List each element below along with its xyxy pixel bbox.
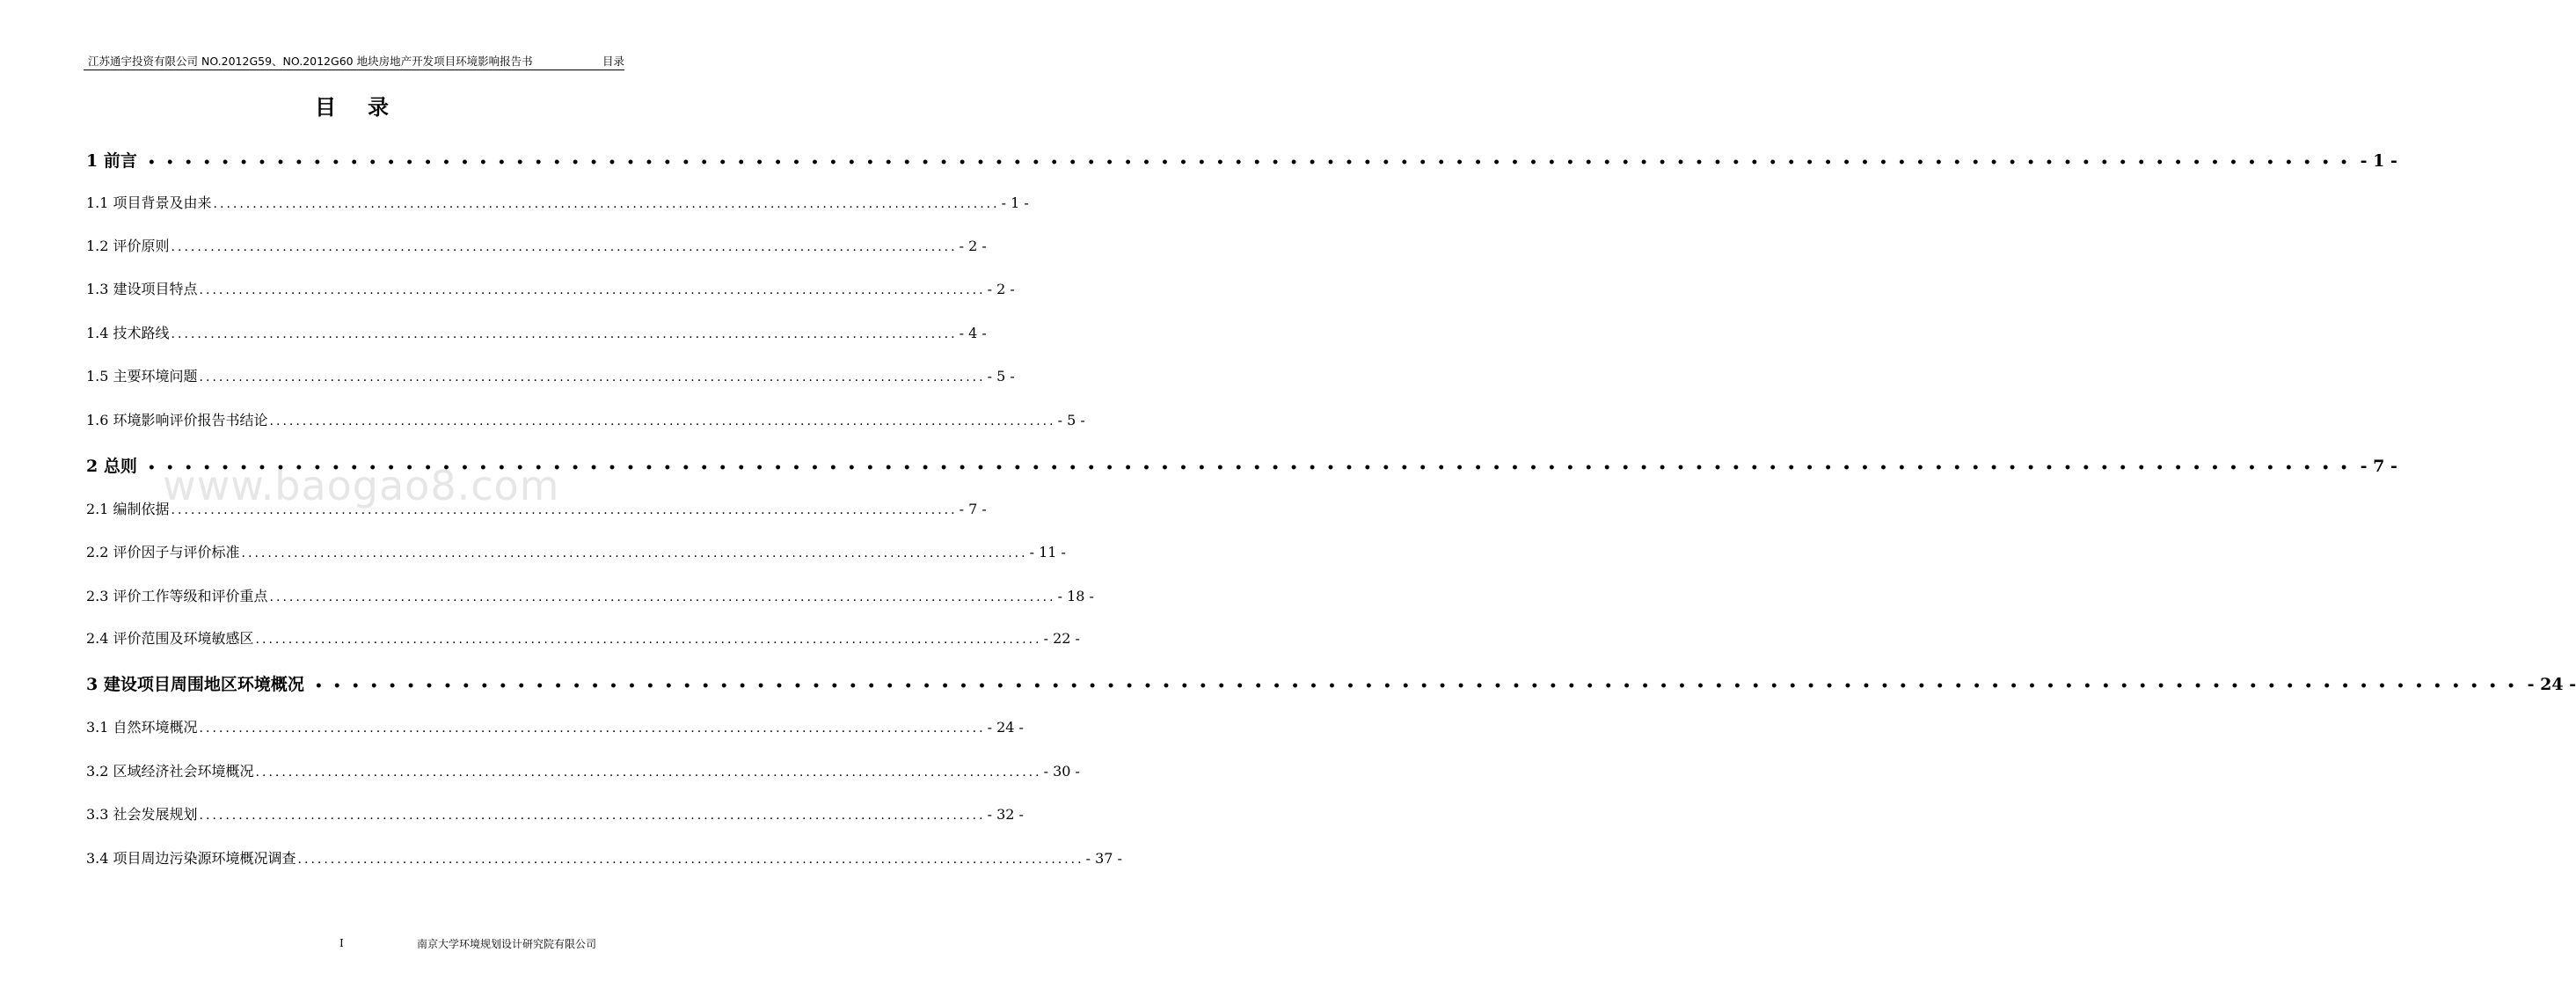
toc-entry-label: 3.3 社会发展规划 — [86, 806, 198, 823]
toc-leader-dots: ........................................................................................................................ — [199, 370, 986, 384]
toc-entry-page: - 5 - — [1057, 412, 1085, 428]
toc-leader-dots: •••••••••••••••••••••••••••••••••••••••••••••••••••••••••••••••••••••••••••••••••••••••••••••••••••••••••••••••••••••••• — [147, 156, 2359, 170]
running-header — [84, 52, 624, 70]
toc-entry-label: 1.3 建设项目特点 — [86, 281, 198, 297]
toc-section-entry[interactable] — [86, 278, 1015, 298]
toc-leader-dots: ........................................................................................................................ — [255, 633, 1042, 647]
toc-section-entry[interactable] — [86, 192, 1029, 212]
toc-entry-page: - 22 - — [1043, 630, 1080, 647]
toc-leader-dots: ........................................................................................................................ — [171, 240, 958, 254]
toc-entry-label: 1 前言 — [86, 151, 137, 171]
toc-leader-dots: •••••••••••••••••••••••••••••••••••••••••••••••••••••••••••••••••••••••••••••••••••••••••••••••••••••••••••••••••••••••• — [314, 679, 2526, 693]
toc-entry-page: - 4 - — [959, 325, 987, 341]
toc-entry-label: 3.1 自然环境概况 — [86, 719, 198, 736]
toc-section-entry[interactable] — [86, 365, 1015, 385]
header-document-title: 江苏通宇投资有限公司 NO.2012G59、NO.2012G60 地块房地产开发项目环境影响报告书 — [88, 55, 533, 68]
toc-entry-page: - 18 - — [1057, 588, 1094, 604]
toc-entry-page: - 2 - — [959, 238, 987, 254]
toc-entry-label: 2 总则 — [86, 457, 137, 476]
toc-leader-dots: ........................................................................................................................ — [269, 590, 1056, 604]
toc-chapter-entry[interactable] — [86, 671, 2576, 695]
toc-entry-label: 3.2 区域经济社会环境概况 — [86, 763, 254, 780]
toc-section-entry[interactable] — [86, 585, 1094, 605]
toc-section-entry[interactable] — [86, 235, 987, 255]
toc-section-entry[interactable] — [86, 803, 1024, 824]
toc-section-entry[interactable] — [86, 627, 1080, 648]
footer-organization: 南京大学环境规划设计研究院有限公司 — [416, 938, 596, 950]
toc-section-entry[interactable] — [86, 409, 1085, 429]
toc-entry-page: - 24 - — [2527, 675, 2576, 694]
toc-entry-label: 3 建设项目周围地区环境概况 — [86, 675, 304, 694]
toc-section-entry[interactable] — [86, 716, 1024, 736]
toc-entry-page: - 24 - — [987, 719, 1024, 736]
toc-leader-dots: ........................................................................................................................ — [199, 721, 986, 736]
toc-entry-label: 1.5 主要环境问题 — [86, 368, 198, 384]
toc-entry-label: 2.2 评价因子与评价标准 — [86, 544, 240, 560]
toc-leader-dots: ........................................................................................................................ — [241, 546, 1028, 560]
toc-leader-dots: ........................................................................................................................ — [269, 414, 1056, 428]
toc-entry-label: 1.1 项目背景及由来 — [86, 194, 212, 211]
toc-entry-page: - 5 - — [987, 368, 1015, 384]
watermark: www.baogao8.com — [163, 462, 560, 509]
header-section-name: 目录 — [602, 55, 624, 68]
toc-leader-dots: ........................................................................................................................ — [199, 283, 986, 297]
toc-entry-label: 1.4 技术路线 — [86, 325, 170, 341]
toc-entry-page: - 7 - — [2360, 457, 2397, 476]
toc-leader-dots: ........................................................................................................................ — [297, 853, 1084, 867]
toc-leader-dots: ........................................................................................................................ — [171, 503, 958, 517]
toc-entry-label: 2.1 编制依据 — [86, 501, 170, 517]
toc-leader-dots: ........................................................................................................................ — [199, 809, 986, 823]
toc-entry-page: - 32 - — [987, 806, 1024, 823]
toc-section-entry[interactable] — [86, 847, 1122, 868]
toc-leader-dots: ........................................................................................................................ — [213, 197, 1000, 211]
toc-entry-page: - 11 - — [1029, 544, 1066, 560]
toc-entry-label: 1.6 环境影响评价报告书结论 — [86, 412, 268, 428]
toc-section-entry[interactable] — [86, 541, 1066, 561]
toc-section-entry[interactable] — [86, 760, 1080, 780]
toc-entry-label: 2.3 评价工作等级和评价重点 — [86, 588, 268, 604]
toc-entry-label: 2.4 评价范围及环境敏感区 — [86, 630, 254, 647]
toc-entry-page: - 37 - — [1085, 850, 1122, 867]
toc-entry-page: - 1 - — [1001, 194, 1029, 211]
footer-page-number: I — [339, 937, 344, 949]
toc-chapter-entry[interactable] — [86, 148, 2397, 172]
toc-section-entry[interactable] — [86, 498, 987, 518]
toc-section-entry[interactable] — [86, 322, 987, 342]
page-title: 目录 — [315, 94, 420, 120]
toc-leader-dots: •••••••••••••••••••••••••••••••••••••••••••••••••••••••••••••••••••••••••••••••••••••••••••••••••••••••••••••••••••••••• — [147, 461, 2359, 475]
toc-entry-page: - 2 - — [987, 281, 1015, 297]
toc-entry-page: - 30 - — [1043, 763, 1080, 780]
toc-entry-page: - 7 - — [959, 501, 987, 517]
toc-leader-dots: ........................................................................................................................ — [255, 765, 1042, 780]
toc-chapter-entry[interactable] — [86, 453, 2397, 477]
toc-entry-label: 3.4 项目周边污染源环境概况调查 — [86, 850, 296, 867]
toc-entry-page: - 1 - — [2360, 151, 2397, 171]
toc-leader-dots: ........................................................................................................................ — [171, 327, 958, 341]
toc-entry-label: 1.2 评价原则 — [86, 238, 170, 254]
